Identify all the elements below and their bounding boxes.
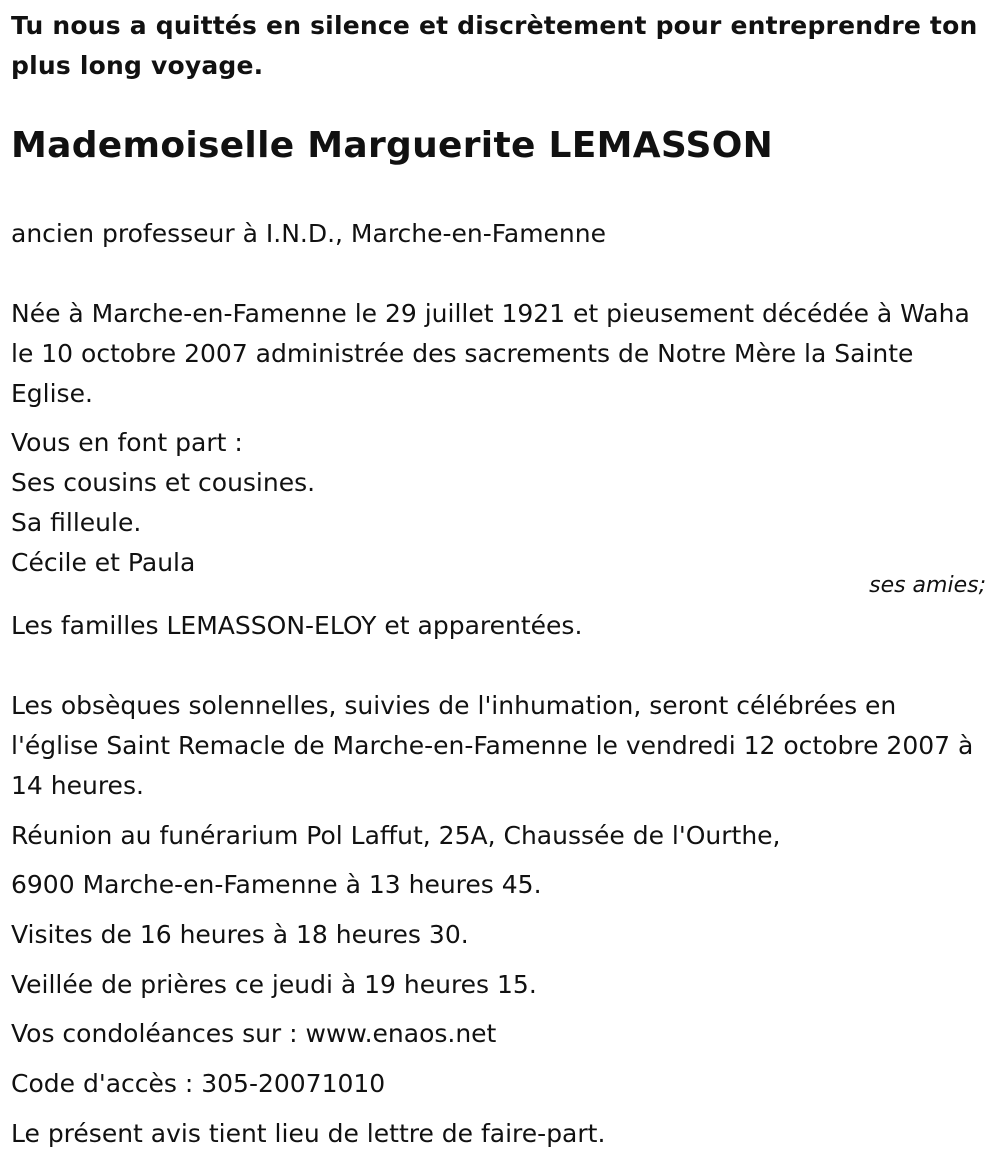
announcer-cousins: Ses cousins et cousines.	[11, 468, 316, 497]
meeting-time-line: 6900 Marche-en-Famenne à 13 heures 45.	[11, 870, 542, 899]
closing-text: Le présent avis tient lieu de lettre de faire-part.	[11, 1119, 606, 1148]
visits-text: Visites de 16 heures à 18 heures 30.	[11, 920, 469, 949]
deceased-name: Mademoiselle Marguerite LEMASSON	[11, 125, 774, 166]
announcer-families: Les familles LEMASSON-ELOY et apparentées.	[11, 611, 583, 640]
condolences-text: Vos condoléances sur : www.enaos.net	[11, 1019, 497, 1048]
obituary-notice	[11, 0, 986, 1148]
meeting-address-line: Réunion au funérarium Pol Laffut, 25A, Chaussée de l'Ourthe,	[11, 821, 781, 850]
intro-text: Tu nous a quittés en silence et discrètement pour entreprendre ton plus long voyage.	[11, 11, 978, 80]
vigil-text: Veillée de prières ce jeudi à 19 heures 15.	[11, 970, 537, 999]
announcers-heading: Vous en font part :	[11, 428, 243, 457]
profession-text: ancien professeur à I.N.D., Marche-en-Famenne	[11, 219, 606, 248]
announcer-friends-names: Cécile et Paula	[11, 548, 196, 577]
birth-death-text: Née à Marche-en-Famenne le 29 juillet 1921 et pieusement décédée à Waha le 10 octobre 2007 administrée des sacrements de Notre Mère la Sainte Eglise.	[11, 299, 970, 408]
access-code-text: Code d'accès : 305-20071010	[11, 1069, 386, 1098]
announcer-goddaughter: Sa filleule.	[11, 508, 142, 537]
announcer-friends-label: ses amies;	[869, 573, 986, 598]
funeral-text: Les obsèques solennelles, suivies de l'inhumation, seront célébrées en l'église Saint Remacle de Marche-en-Famenne le vendredi 12 octobre 2007 à 14 heures.	[11, 691, 974, 800]
